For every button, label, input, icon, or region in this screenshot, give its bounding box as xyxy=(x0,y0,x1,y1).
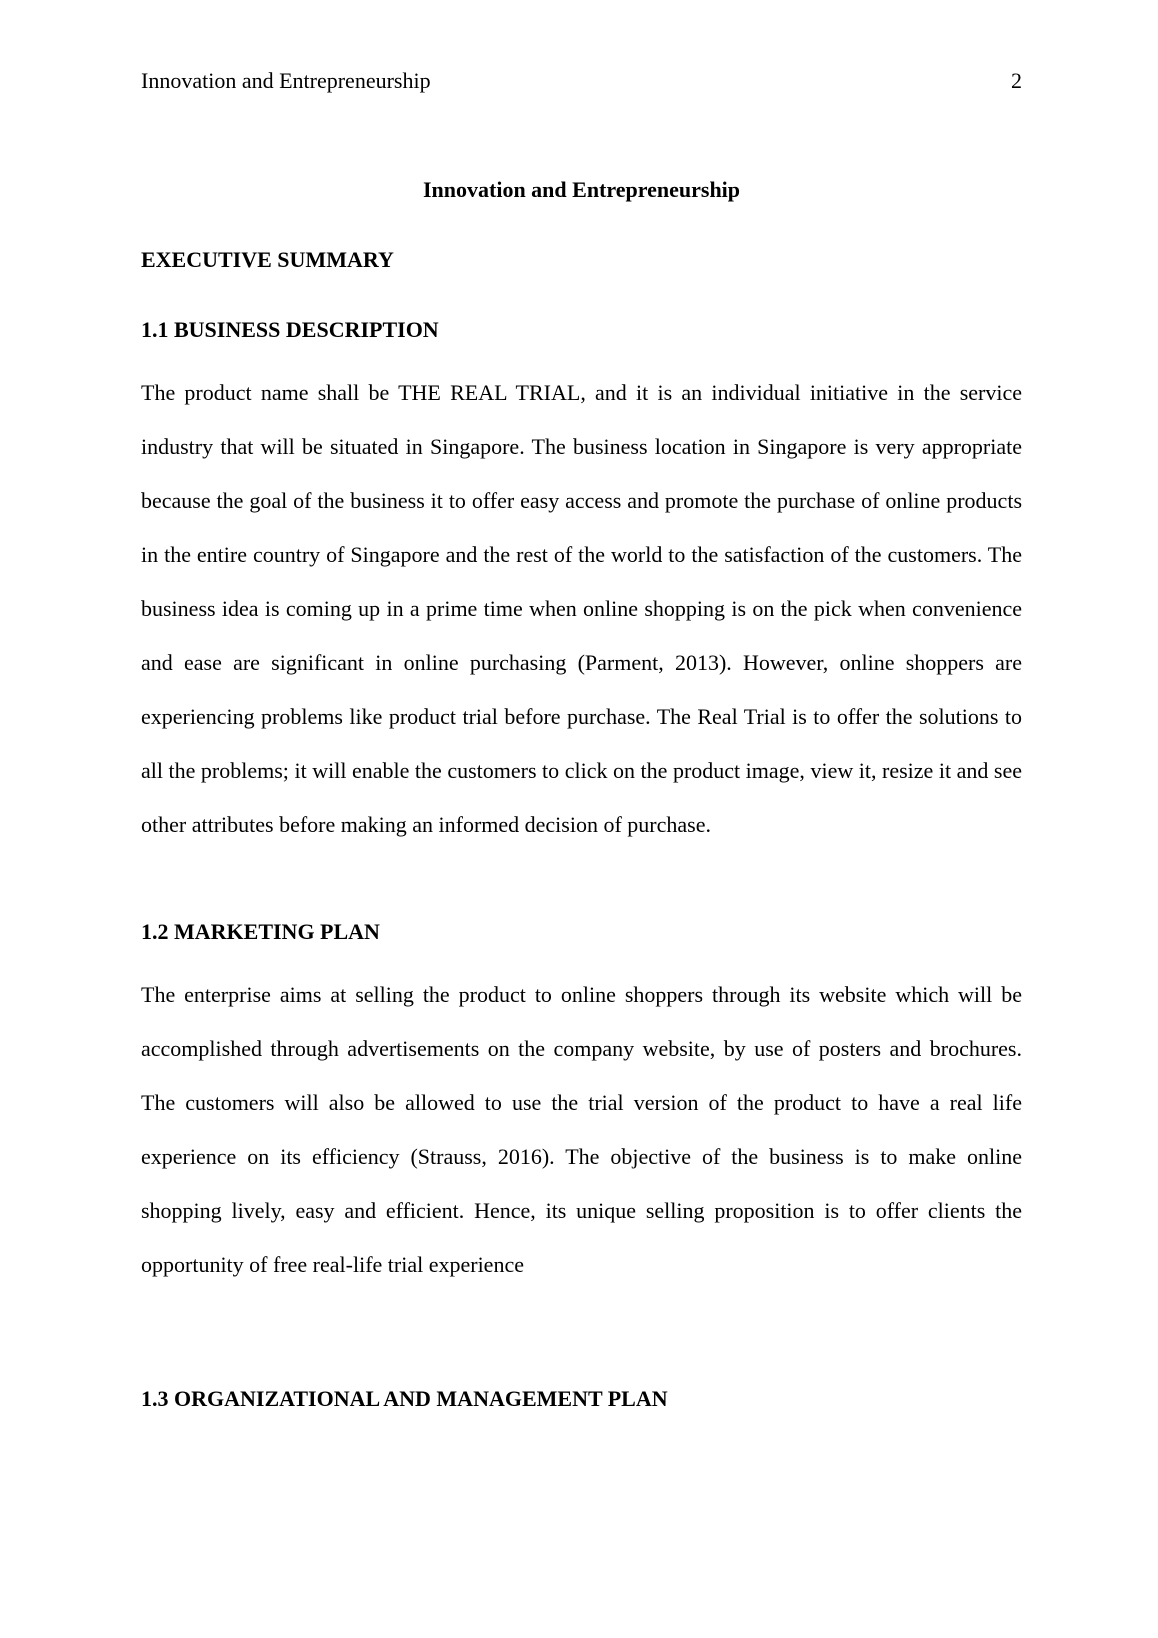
running-header-title: Innovation and Entrepreneurship xyxy=(141,68,431,93)
section-heading-marketing-plan: 1.2 MARKETING PLAN xyxy=(141,919,380,944)
executive-summary-heading: EXECUTIVE SUMMARY xyxy=(141,247,394,272)
marketing-plan-paragraph: The enterprise aims at selling the product to online shoppers through its website which will be accomplished through advertisements on the company website, by use of posters and brochures. The customers will also be allowed to use the trial version of the product to have a real life experience on its efficiency (Strauss, 2016). The objective of the business is to make online shopping lively, easy and efficient. Hence, its unique selling proposition is to offer clients the opportunity of free real-life trial experience xyxy=(141,982,1022,1277)
document-title: Innovation and Entrepreneurship xyxy=(422,177,741,202)
section-heading-organizational-management-plan: 1.3 ORGANIZATIONAL AND MANAGEMENT PLAN xyxy=(141,1386,668,1411)
section-heading-business-description: 1.1 BUSINESS DESCRIPTION xyxy=(141,317,439,342)
running-header xyxy=(141,66,1022,96)
business-description-paragraph: The product name shall be THE REAL TRIAL, and it is an individual initiative in the service industry that will be situated in Singapore. The business location in Singapore is very appropriate because the goal of the business it to offer easy access and promote the purchase of online products in the entire country of Singapore and the rest of the world to the satisfaction of the customers. The business idea is coming up in a prime time when online shopping is on the pick when convenience and ease are significant in online purchasing (Parment, 2013). However, online shoppers are experiencing problems like product trial before purchase. The Real Trial is to offer the solutions to all the problems; it will enable the customers to click on the product image, view it, resize it and see other attributes before making an informed decision of purchase. xyxy=(141,380,1022,837)
page-number: 2 xyxy=(1011,68,1022,93)
